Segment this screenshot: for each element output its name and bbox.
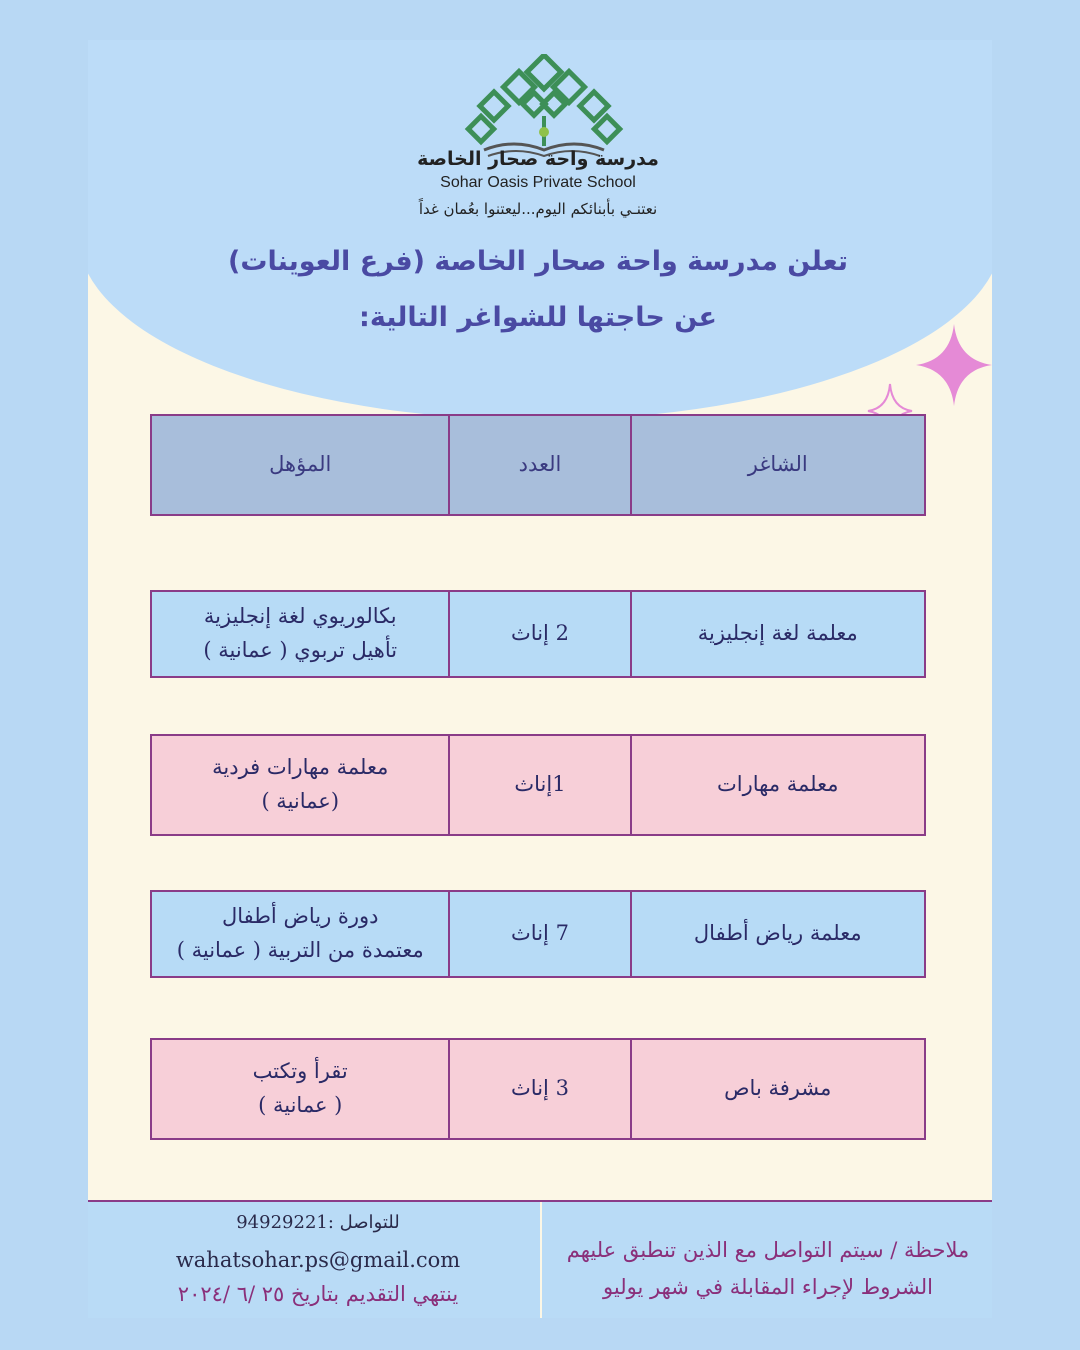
contact-phone: للتواصل :94929221 bbox=[236, 1212, 400, 1233]
job-qualification bbox=[152, 1040, 448, 1138]
sparkle-icon bbox=[914, 322, 992, 408]
table-row bbox=[150, 590, 926, 678]
footer-divider bbox=[540, 1202, 542, 1318]
footer bbox=[88, 1200, 992, 1318]
application-deadline: ينتهي التقديم بتاريخ ٢٥ /٦ /٢٠٢٤ bbox=[177, 1282, 459, 1306]
contact-email[interactable]: wahatsohar.ps@gmail.com bbox=[175, 1248, 461, 1272]
qualification-line: ( عمانية ) bbox=[258, 1093, 343, 1117]
table-row bbox=[150, 1038, 926, 1140]
announcement-card bbox=[88, 40, 992, 1318]
job-qualification bbox=[152, 592, 448, 676]
job-count: 7 إناث bbox=[448, 892, 629, 976]
qualification-line: دورة رياض أطفال bbox=[221, 904, 379, 929]
job-count: 1إناث bbox=[448, 736, 629, 834]
qualification-line: (عمانية ) bbox=[261, 789, 340, 813]
job-count: 2 إناث bbox=[448, 592, 629, 676]
job-title: مشرفة باص bbox=[630, 1040, 924, 1138]
qualification-line: تأهيل تربوي ( عمانية ) bbox=[203, 638, 398, 662]
qualification-line: معلمة مهارات فردية bbox=[212, 755, 389, 780]
job-count: 3 إناث bbox=[448, 1040, 629, 1138]
footer-note: ملاحظة / سيتم التواصل مع الذين تنطبق عليهم الشروط لإجراء المقابلة في شهر يوليو bbox=[566, 1238, 970, 1299]
table-header-row bbox=[150, 414, 926, 516]
header-count: العدد bbox=[448, 416, 629, 514]
header-qualification: المؤهل bbox=[269, 452, 332, 477]
announcement-line-1: تعلن مدرسة واحة صحار الخاصة (فرع العوينات) bbox=[227, 246, 849, 277]
job-qualification bbox=[152, 892, 448, 976]
school-name-arabic: مدرسة واحة صحار الخاصة bbox=[417, 148, 659, 170]
school-name-english: Sohar Oasis Private School bbox=[440, 174, 636, 191]
job-qualification bbox=[152, 736, 448, 834]
table-row bbox=[150, 734, 926, 836]
job-title: معلمة رياض أطفال bbox=[630, 892, 924, 976]
qualification-line: بكالوريوي لغة إنجليزية bbox=[203, 604, 397, 629]
announcement-line-2: عن حاجتها للشواغر التالية: bbox=[359, 302, 717, 333]
school-slogan: نعتنـي بأبنائكم اليوم...ليعتنوا بعُمان غداً bbox=[418, 200, 658, 218]
qualification-line: معتمدة من التربية ( عمانية ) bbox=[176, 938, 424, 962]
job-title: معلمة مهارات bbox=[630, 736, 924, 834]
job-title: معلمة لغة إنجليزية bbox=[630, 592, 924, 676]
qualification-line: تقرأ وتكتب bbox=[252, 1059, 348, 1084]
table-row bbox=[150, 890, 926, 978]
header-job: الشاغر bbox=[630, 416, 924, 514]
